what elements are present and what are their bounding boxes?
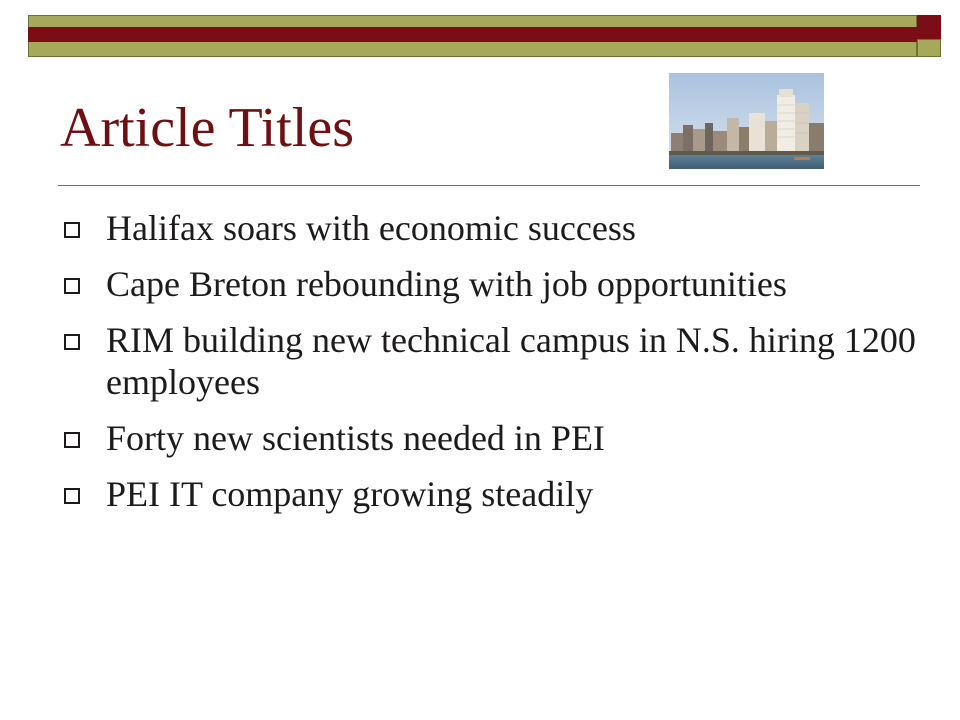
bullet-text: RIM building new technical campus in N.S. hiring 1200 employees bbox=[106, 320, 916, 402]
bullet-list bbox=[60, 207, 920, 529]
title-divider bbox=[58, 185, 920, 186]
slide-title: Article Titles bbox=[60, 97, 355, 159]
top-decorative-bar bbox=[28, 15, 917, 57]
list-item bbox=[60, 207, 920, 249]
bullet-text: Halifax soars with economic success bbox=[106, 208, 636, 248]
maroon-stripe bbox=[28, 27, 917, 42]
hollow-square-icon bbox=[64, 222, 80, 238]
bullet-text: PEI IT company growing steadily bbox=[106, 474, 594, 514]
list-item bbox=[60, 263, 920, 305]
hollow-square-icon bbox=[64, 334, 80, 350]
list-item bbox=[60, 319, 920, 403]
olive-square bbox=[917, 39, 941, 57]
hollow-square-icon bbox=[64, 432, 80, 448]
list-item bbox=[60, 473, 920, 515]
halifax-skyline-photo bbox=[669, 73, 824, 169]
list-item bbox=[60, 417, 920, 459]
bullet-text: Cape Breton rebounding with job opportunities bbox=[106, 264, 787, 304]
hollow-square-icon bbox=[64, 278, 80, 294]
corner-squares bbox=[917, 15, 941, 57]
hollow-square-icon bbox=[64, 488, 80, 504]
maroon-square bbox=[917, 15, 941, 39]
bullet-text: Forty new scientists needed in PEI bbox=[106, 418, 605, 458]
